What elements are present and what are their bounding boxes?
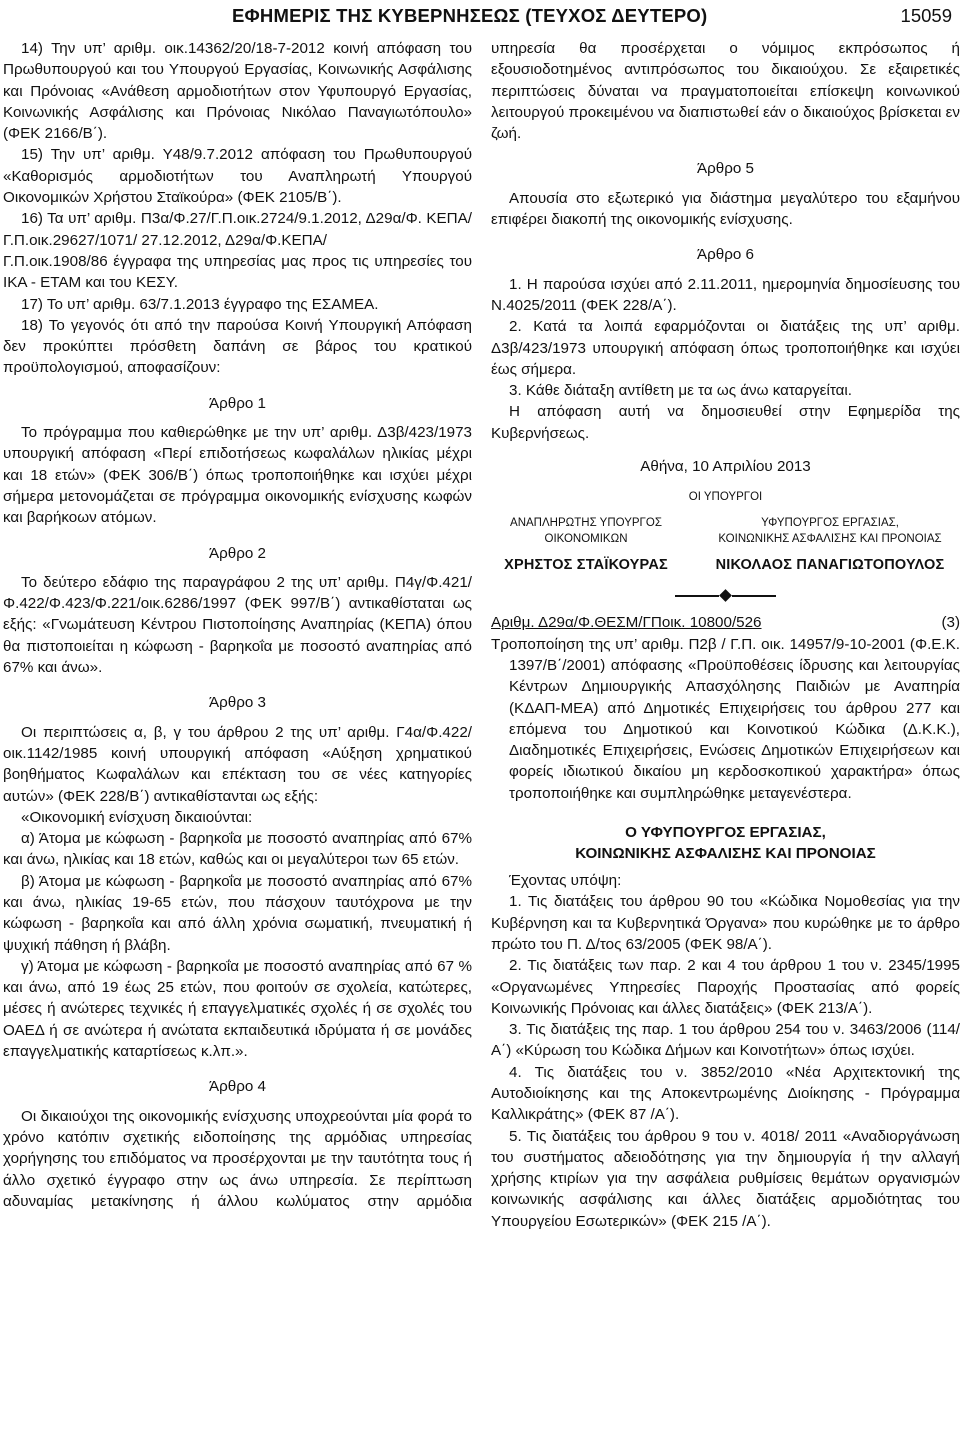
signature-block (491, 515, 960, 573)
recital-16-part2: Γ.Π.οικ.1908/86 έγγραφα της υπηρεσίας μας προς τις υπηρεσίες του ΙΚΑ - ΕΤΑΜ και του ΚΕΣΥ. (3, 252, 472, 292)
consideration-2: 2. Τις διατάξεις των παρ. 2 και 4 του άρθρου 1 του ν. 2345/1995 «Οργανωμένες Υπηρεσίες Παροχής Προστασίας από φορείς Κοινωνικής Πρόνοιας και άλλες διατάξεις» (ΦΕΚ 213/Α΄). (491, 957, 960, 1017)
recital-17: 17) Το υπ’ αριθμ. 63/7.1.2013 έγγραφο της ΕΣΑΜΕΑ. (21, 295, 379, 313)
article-5-title: Άρθρο 5 (697, 160, 754, 178)
gazette-title: ΕΦΗΜΕΡΙΣ ΤΗΣ ΚΥΒΕΡΝΗΣΕΩΣ (ΤΕΥΧΟΣ ΔΕΥΤΕΡΟ) (232, 5, 708, 26)
recital-16-part1: 16) Τα υπ’ αριθμ. Π3α/Φ.27/Γ.Π.οικ.2724/9.1.2012, Δ29α/Φ. ΚΕΠΑ/Γ.Π.οικ.29627/1071/ 27.12.2012, Δ29α/Φ.ΚΕΠΑ/ (3, 210, 472, 249)
article-2-title: Άρθρο 2 (209, 544, 266, 562)
article-6-title: Άρθρο 6 (697, 246, 754, 264)
left-column (3, 38, 472, 1212)
article-6-item-3: 3. Κάθε διάταξη αντίθετη με τα ως άνω καταργείται. (509, 382, 852, 400)
decision-index: (3) (941, 614, 960, 632)
divider-line-right (732, 595, 776, 597)
having-regard: Έχοντας υπόψη: (509, 872, 622, 890)
signature-left (491, 515, 681, 573)
signature-date: Αθήνα, 10 Απριλίου 2013 (640, 458, 811, 476)
recital-18: 18) Το γεγονός ότι από την παρούσα Κοινή Υπουργική Απόφαση δεν προκύπτει πρόσθετη δαπάνη σε βάρος του κρατικού προϋπολογισμού, αποφασίζουν: (3, 316, 472, 377)
decision-reference (491, 612, 960, 633)
article-4-text: Οι δικαιούχοι της οικονομικής ενίσχυσης υποχρεούνται μία φορά το χρόνο κατόπιν σχετικής ειδοποίησης της αρμόδιας υπηρεσίας χορήγησης του επιδόματος να προσέρχονται με την ταυτότητα τους ή άλλο σχετικό έγγραφο στην ως άνω υπηρεσία. Σε περίπτωση αδυναμίας μετακίνησης ή άλλου κωλύματος στην αρμόδια (3, 1107, 472, 1210)
consideration-5: 5. Τις διατάξεις του άρθρου 9 του ν. 4018/ 2011 «Αναδιοργάνωση του συστήματος αδειοδότησης για την δημιουργία ή την αλλαγή χρήσης κτιρίων για την ασφάλεια ρυθμίσεις θεμάτων οργανισμών κοινωνικής ασφάλισης και άλλες διατάξεις αρμοδιότητας του Υπουργείου Εσωτερικών» (ΦΕΚ 215 /Α΄). (491, 1127, 960, 1230)
consideration-1: 1. Τις διατάξεις του άρθρου 90 του «Κώδικα Νομοθεσίας για την Κυβέρνηση και τα Κυβερνητικά Όργανα» που κυρώθηκε με το άρθρο πρώτο του Π. Δ/τος 63/2005 (ΦΕΚ 98/Α΄). (491, 893, 960, 953)
article-3-quote: «Οικονομική ενίσχυση δικαιούνται: (21, 808, 253, 826)
divider-line-left (675, 595, 719, 597)
article-6-publication: Η απόφαση αυτή να δημοσιευθεί στην Εφημερίδα της Κυβερνήσεως. (491, 403, 960, 442)
signature-right-role-line1: ΥΦΥΠΟΥΡΓΟΣ ΕΡΓΑΣΙΑΣ, (761, 517, 899, 530)
article-3-case-b: β) Άτομα με κώφωση - βαρηκοΐα με ποσοστό αναπηρίας από 67% και άνω, ηλικίας 19-65 ετών, που πάσχουν ταυτόχρονα με την κώφωση - βαρηκοΐα και από άλλη χρόνια σωματική, πνευματική ή ψυχική πάθηση ή βλάβη. (3, 872, 472, 954)
page-header (0, 0, 960, 32)
ministry-heading (491, 822, 960, 864)
signature-right (700, 515, 960, 573)
decision-number: Αριθμ. Δ29α/Φ.ΘΕΣΜ/ΓΠοικ. 10800/526 (491, 614, 762, 632)
signature-right-role-line2: ΚΟΙΝΩΝΙΚΗΣ ΑΣΦΑΛΙΣΗΣ ΚΑΙ ΠΡΟΝΟΙΑΣ (718, 533, 942, 546)
signature-right-name: ΝΙΚΟΛΑΟΣ ΠΑΝΑΓΙΩΤΟΠΟΥΛΟΣ (715, 557, 945, 574)
article-3-title: Άρθρο 3 (209, 694, 266, 712)
consideration-4: 4. Τις διατάξεις του ν. 3852/2010 «Νέα Αρχιτεκτονική της Αυτοδιοίκησης και της Αποκεντρωμένης Διοίκησης - Πρόγραμμα Καλλικράτης» (ΦΕΚ 87 /Α΄). (491, 1063, 960, 1124)
consideration-3: 3. Τις διατάξεις της παρ. 1 του άρθρου 254 του ν. 3463/2006 (114/Α΄) «Κύρωση του Κώδικα Δήμων και Κοινοτήτων» όπως ισχύει. (491, 1021, 960, 1060)
article-1-title: Άρθρο 1 (209, 394, 266, 412)
article-6-item-2: 2. Κατά τα λοιπά εφαρμόζονται οι διατάξεις της υπ’ αριθμ. Δ3β/423/1973 υπουργική απόφαση όπως τροποποιήθηκε και ισχύει έως σήμερα. (491, 318, 960, 378)
article-3-text: Οι περιπτώσεις α, β, γ του άρθρου 2 της υπ’ αριθμ. Γ4α/Φ.422/οικ.1142/1985 κοινή υπουργική απόφαση «Αύξηση χρηματικού βοηθήματος Κωφαλάλων και επέκταση του σε νέες κατηγορίες αυτών» (ΦΕΚ 228/Β΄) αντικαθίστανται ως εξής: (3, 723, 472, 805)
section-divider (491, 591, 960, 600)
signature-left-name: ΧΡΗΣΤΟΣ ΣΤΑΪΚΟΥΡΑΣ (504, 557, 668, 574)
decision-title: Τροποποίηση της υπ’ αριθμ. Π2β / Γ.Π. οικ. 14957/9-10-2001 (Φ.Ε.Κ. 1397/Β΄/2001) απόφασης «Προϋποθέσεις ίδρυσης και λειτουργίας Κέντρων Δημιουργικής Απασχόλησης Παιδιών με Αναπηρία (ΚΔΑΠ-ΜΕΑ) από Δημοτικές Επιχειρήσεις του άρθρου 277 και επόμενα του Δημοτικού και Κοινοτικού Κώδικα (Δ.Κ.Κ.), Διαδημοτικές Επιχειρήσεις, Ενώσεις Δημοτικών Επιχειρήσεων και φορείς ιδιωτικού δικαίου μη κερδοσκοπικού χαρακτήρα» όπως τροποποιήθηκε και συμπληρώθηκε μεταγενέστερα. (491, 635, 960, 802)
article-4-continuation: υπηρεσία θα προσέρχεται ο νόμιμος εκπρόσωπος ή εξουσιοδοτημένος αντιπρόσωπος του δικαιούχου. Σε εξαιρετικές περιπτώσεις δύναται να πραγματοποιείται επίσκεψη κοινωνικού λειτουργού προκειμένου να διαπιστωθεί εάν ο δικαιούχος βρίσκεται εν ζωή. (491, 40, 960, 143)
page-number: 15059 (900, 5, 952, 26)
signature-left-role-line1: ΑΝΑΠΛΗΡΩΤΗΣ ΥΠΟΥΡΓΟΣ (510, 517, 662, 530)
article-3-case-a: α) Άτομα με κώφωση - βαρηκοΐα με ποσοστό αναπηρίας από 67% και άνω, ηλικίας και 18 ετών, καθώς και οι μεγαλύτεροι των 65 ετών. (3, 830, 472, 869)
recital-14: 14) Την υπ’ αριθμ. οικ.14362/20/18-7-2012 κοινή απόφαση του Πρωθυπουργού και του Υπουργού Εργασίας, Κοινωνικής Ασφάλισης και Πρόνοιας «Ανάθεση αρμοδιοτήτων στον Υφυπουργό Εργασίας, Κοινωνικής Ασφάλισης και Πρόνοιας Νικόλαο Παναγιωτόπουλο» (ΦΕΚ 2166/Β΄). (3, 40, 472, 143)
article-3-case-c: γ) Άτομα με κώφωση - βαρηκοΐα με ποσοστό αναπηρίας από 67 % και άνω, από 19 έως 25 ετών, που φοιτούν σε σχολεία, κατώτερες, μέσες ή ανώτερες τεχνικές ή επαγγελματικές σχολές ή σε σχολές του ΟΑΕΔ ή σε ανώτερα ή ανώτατα εκπαιδευτικά ιδρύματα ή σε μονάδες επαγγελματικής καταρτίσεως κ.λπ.». (3, 957, 472, 1061)
right-column (491, 38, 960, 1232)
ministry-heading-line1: Ο ΥΦΥΠΟΥΡΓΟΣ ΕΡΓΑΣΙΑΣ, (625, 824, 826, 842)
signature-left-role-line2: ΟΙΚΟΝΟΜΙΚΩΝ (544, 533, 628, 546)
ministry-heading-line2: ΚΟΙΝΩΝΙΚΗΣ ΑΣΦΑΛΙΣΗΣ ΚΑΙ ΠΡΟΝΟΙΑΣ (575, 845, 876, 863)
signature-ministers-label: ΟΙ ΥΠΟΥΡΓΟΙ (688, 491, 763, 504)
article-6-item-1: 1. Η παρούσα ισχύει από 2.11.2011, ημερομηνία δημοσίευσης του Ν.4025/2011 (ΦΕΚ 228/Α΄). (491, 275, 960, 314)
diamond-icon (719, 589, 732, 602)
recital-15: 15) Την υπ’ αριθμ. Υ48/9.7.2012 απόφαση του Πρωθυπουργού «Καθορισμός αρμοδιοτήτων του Αναπληρωτή Υπουργού Οικονομικών Χρήστου Σταϊκούρα» (ΦΕΚ 2105/Β΄). (3, 146, 472, 207)
article-2-text: Το δεύτερο εδάφιο της παραγράφου 2 της υπ’ αριθμ. Π4γ/Φ.421/Φ.422/Φ.423/Φ.221/οικ.6286/1997 (ΦΕΚ 997/Β΄) αντικαθίσταται ως εξής: «Γνωμάτευση Κέντρου Πιστοποίησης Αναπηρίας (ΚΕΠΑ) όπου θα πιστοποιείται η κώφωση - βαρηκοΐα με ποσοστό αναπηρίας από 67% και άνω». (3, 573, 472, 677)
article-5-text: Απουσία στο εξωτερικό για διάστημα μεγαλύτερο του εξαμήνου επιφέρει διακοπή της οικονομικής ενίσχυσης. (491, 189, 960, 229)
article-1-text: Το πρόγραμμα που καθιερώθηκε με την υπ’ αριθμ. Δ3β/423/1973 υπουργική απόφαση «Περί επιδοτήσεως κωφαλάλων ηλικίας μέχρι και 18 ετών» (ΦΕΚ 306/Β΄) όπως τροποποιήθηκε και ισχύει μέχρι σήμερα μετονομάζεται σε πρόγραμμα οικονομικής ενίσχυσης κωφών και βαρήκοων ατόμων. (3, 424, 472, 527)
article-4-title: Άρθρο 4 (209, 1078, 266, 1096)
